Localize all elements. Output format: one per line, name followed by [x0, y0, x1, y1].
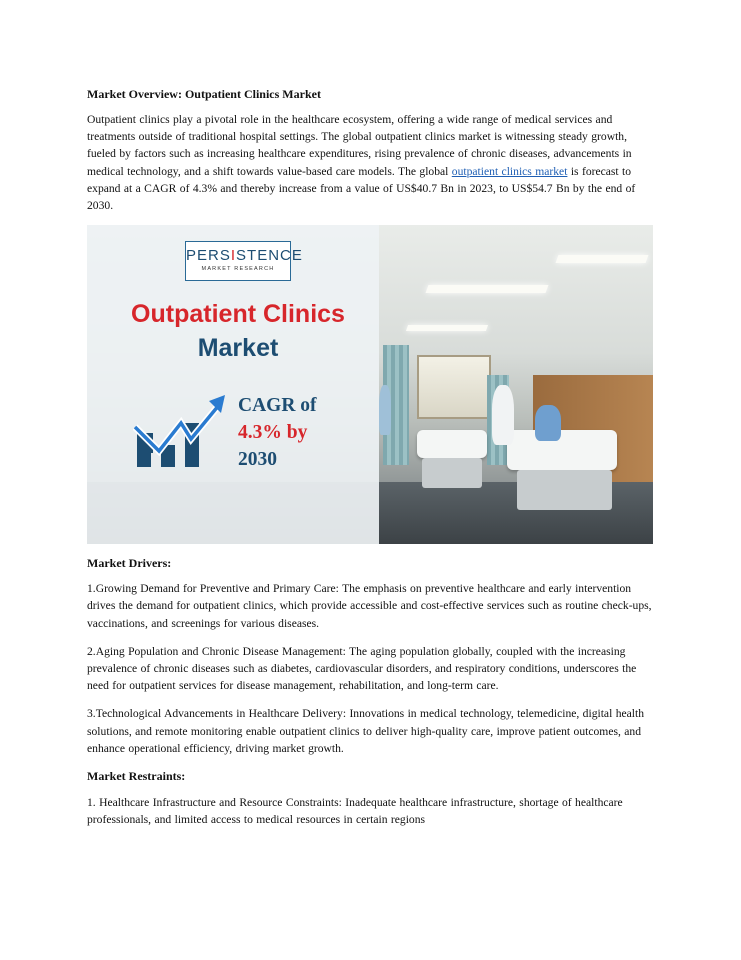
restraint-item-1: 1. Healthcare Infrastructure and Resource Constraints: Inadequate healthcare infrastructure, shortage of healthcare professionals, and limited access to medical resources in certain regions [87, 796, 623, 827]
patient-bed [417, 430, 487, 458]
growth-chart-icon [133, 393, 229, 473]
patient-figure [535, 405, 561, 441]
document-content [87, 86, 653, 839]
nurse-figure [492, 385, 514, 445]
bed-frame [422, 458, 482, 488]
overview-text-end: is forecast to expand at a CAGR of 4.3% and thereby increase from a value of US$40.7 Bn in 2023, to US$54.7 Bn by the end of 2030. [87, 164, 636, 213]
cagr-line3: 2030 [238, 449, 277, 471]
window-panel [417, 355, 491, 419]
ceiling-light [426, 285, 549, 293]
market-banner-image [87, 225, 653, 544]
cagr-callout [238, 392, 317, 473]
driver-item-1: 1.Growing Demand for Preventive and Primary Care: The emphasis on preventive healthcare and early intervention drives the demand for outpatient clinics, which provide accessible and cost-effective services such as routine check-ups, vaccinations, and screenings for various diseases. [87, 582, 652, 630]
drivers-heading: Market Drivers: [87, 556, 172, 571]
banner-title-line2: Market [197, 334, 279, 363]
bed-frame [517, 470, 612, 510]
banner-title [97, 297, 379, 365]
ceiling-light [406, 325, 488, 331]
banner-title-line1: Outpatient Clinics [131, 300, 345, 329]
overview-text-start: Outpatient clinics play a pivotal role in the healthcare ecosystem, offering a wide range of medical services and treatments outside of traditional hospital settings. The global outpatient clinics market is witnessing steady growth, fueled by factors such as increasing healthcare expenditures, rising prevalence of chronic diseases, advancements in medical technology, and a shift towards value-based care models. The global [87, 113, 632, 178]
restraints-heading: Market Restraints: [87, 769, 186, 784]
cagr-line2: 4.3% by [238, 422, 308, 444]
logo-wordmark: PERSISTENCE [186, 247, 303, 265]
cagr-line1: CAGR of [238, 395, 317, 417]
persistence-logo [185, 241, 303, 281]
overview-paragraph [87, 111, 653, 214]
driver-item-2: 2.Aging Population and Chronic Disease Management: The aging population globally, coupled with the increasing prevalence of chronic diseases such as diabetes, cardiovascular disorders, and respiratory conditions, underscores the need for outpatient services for disease management, rehabilitation, and long-term care. [87, 644, 637, 693]
overview-heading: Market Overview: Outpatient Clinics Market [87, 87, 321, 101]
banner-text-panel [87, 225, 379, 544]
ceiling-light [556, 255, 649, 263]
patient-bed [507, 430, 617, 470]
driver-item-3: 3.Technological Advancements in Healthcare Delivery: Innovations in medical technology, telemedicine, digital health solutions, and remote monitoring enable outpatient clinics to deliver high-quality care, improve patient outcomes, and enhance operational efficiency, driving market growth. [87, 707, 645, 755]
outpatient-clinics-market-link[interactable]: outpatient clinics market [451, 164, 568, 178]
staff-figure [379, 385, 391, 435]
logo-subtitle: MARKET RESEARCH [201, 266, 275, 273]
